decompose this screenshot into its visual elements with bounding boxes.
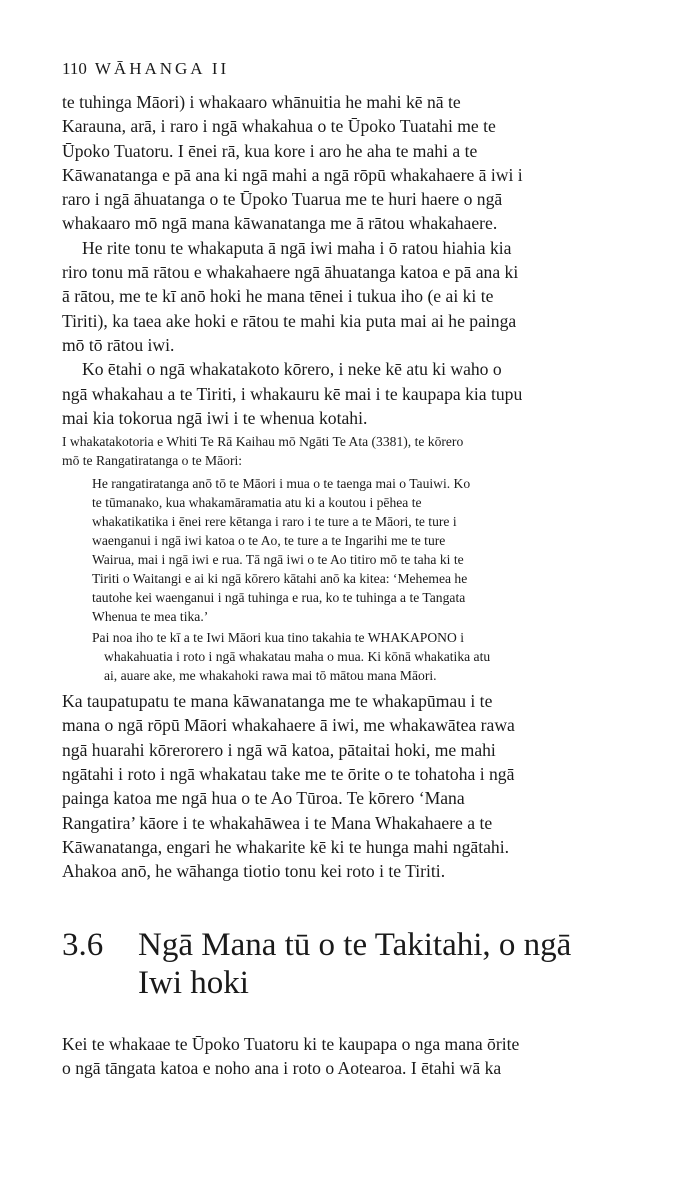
page-number: 110 — [62, 59, 87, 78]
text-line: Tiriti), ka taea ake hoki e rātou te mahi kia puta mai ai he painga — [62, 310, 517, 331]
text-line: te tūmanako, kua whakamāramatia atu ki a koutou i pēhea te — [92, 495, 422, 511]
text-line: whakaaro mō ngā mana kāwanatanga me ā rātou whakahaere. — [62, 213, 498, 234]
paragraph-3 — [62, 357, 640, 430]
text-line: mai kia tokorua ngā iwi i te whenua kotahi. — [62, 407, 368, 428]
text-line: Ka taupatupatu te mana kāwanatanga me te whakapūmau i te — [62, 691, 493, 712]
text-line: mana o ngā rōpū Māori whakahaere ā iwi, me whakawātea rawa — [62, 715, 515, 736]
text-line: waenganui i ngā iwi katoa o te Ao, te ture a te Ingarihi me te ture — [92, 533, 446, 549]
paragraph-1 — [62, 90, 640, 236]
text-line: Wairua, mai i ngā iwi e rua. Tā ngā iwi o te Ao titiro mō te taha ki te — [92, 552, 464, 568]
section-number: 3.6 — [62, 926, 104, 963]
paragraph-5 — [62, 1032, 640, 1081]
running-head — [62, 58, 640, 80]
text-line: He rite tonu te whakaputa ā ngā iwi maha i ō ratou hiahia kia — [82, 237, 512, 258]
text-line: Ūpoko Tuatoru. I ēnei rā, kua kore i aro he aha te mahi a te — [62, 140, 478, 161]
text-line: mō te Rangatiratanga o te Māori: — [62, 453, 243, 469]
text-line: Tiriti o Waitangi e ai ki ngā kōrero kātahi anō ka kitea: ‘Mehemea he — [92, 571, 468, 587]
block-quote — [92, 474, 640, 685]
chapter-title: WĀHANGA II — [94, 59, 230, 78]
quote-paragraph-1 — [92, 474, 640, 626]
text-line: I whakatakotoria e Whiti Te Rā Kaihau mō Ngāti Te Ata (3381), te kōrero — [62, 434, 464, 450]
text-line: mō tō rātou iwi. — [62, 334, 175, 355]
text-line: ā rātou, me te kī anō hoki he mana tēnei i tukua iho (e ai ki te — [62, 286, 494, 307]
text-line: whakahuatia i roto i ngā whakatau maha o mua. Ki kōnā whakatika atu — [104, 649, 491, 665]
quote-paragraph-2 — [92, 628, 640, 685]
text-line: He rangatiratanga anō tō te Māori i mua o te taenga mai o Tauiwi. Ko — [92, 476, 471, 492]
text-line: Whenua te mea tika.’ — [92, 609, 209, 625]
text-line: Kāwanatanga e pā ana ki ngā mahi a ngā rōpū whakahaere ā iwi i — [62, 164, 523, 185]
text-line: ai, auare ake, me whakahoki rawa mai tō mātou mana Māori. — [104, 668, 437, 684]
text-line: Kei te whakaae te Ūpoko Tuatoru ki te kaupapa o nga mana ōrite — [62, 1033, 520, 1054]
section-title-line: Ngā Mana tū o te Takitahi, o ngā — [138, 926, 572, 963]
text-line: raro i ngā āhuatanga o te Ūpoko Tuarua me te huri haere o ngā — [62, 189, 503, 210]
paragraph-4 — [62, 689, 640, 883]
text-line: painga katoa me ngā hua o te Ao Tūroa. Te kōrero ‘Mana — [62, 788, 465, 809]
text-line: Pai noa iho te kī a te Iwi Māori kua tino takahia te WHAKAPONO i — [92, 630, 464, 646]
paragraph-2 — [62, 236, 640, 357]
book-page — [62, 58, 640, 1080]
text-line: o ngā tāngata katoa e noho ana i roto o Aotearoa. I ētahi wā ka — [62, 1057, 502, 1078]
text-line: ngātahi i roto i ngā whakatau take me te ōrite o te tohatoha i ngā — [62, 764, 515, 785]
text-line: Ko ētahi o ngā whakatakoto kōrero, i neke kē atu ki waho o — [82, 359, 502, 380]
text-line: whakatikatika i ēnei rere kētanga i raro i te ture a te Māori, te ture i — [92, 514, 457, 530]
quote-introduction — [62, 432, 640, 470]
text-line: Karauna, arā, i raro i ngā whakahua o te Ūpoko Tuatahi me te — [62, 116, 496, 137]
text-line: tautohe kei waenganui i ngā tuhinga e rua, ko te tuhinga a te Tangata — [92, 590, 466, 606]
text-line: Kāwanatanga, engari he whakarite kē ki te hunga mahi ngātahi. — [62, 836, 509, 857]
text-line: te tuhinga Māori) i whakaaro whānuitia he mahi kē nā te — [62, 92, 461, 112]
section-title-line: Iwi hoki — [138, 964, 249, 1001]
text-line: Rangatira’ kāore i te whakahāwea i te Mana Whakahaere a te — [62, 812, 493, 833]
text-line: Ahakoa anō, he wāhanga tiotio tonu kei roto i te Tiriti. — [62, 861, 446, 882]
text-line: ngā whakahau a te Tiriti, i whakauru kē mai i te kaupapa kia tupu — [62, 383, 523, 404]
section-heading — [62, 926, 640, 1002]
text-line: riro tonu mā rātou e whakahaere ngā āhuatanga katoa e pā ana ki — [62, 262, 519, 283]
text-line: ngā huarahi kōrerorero i ngā wā katoa, pātaitai hoki, me mahi — [62, 739, 496, 760]
